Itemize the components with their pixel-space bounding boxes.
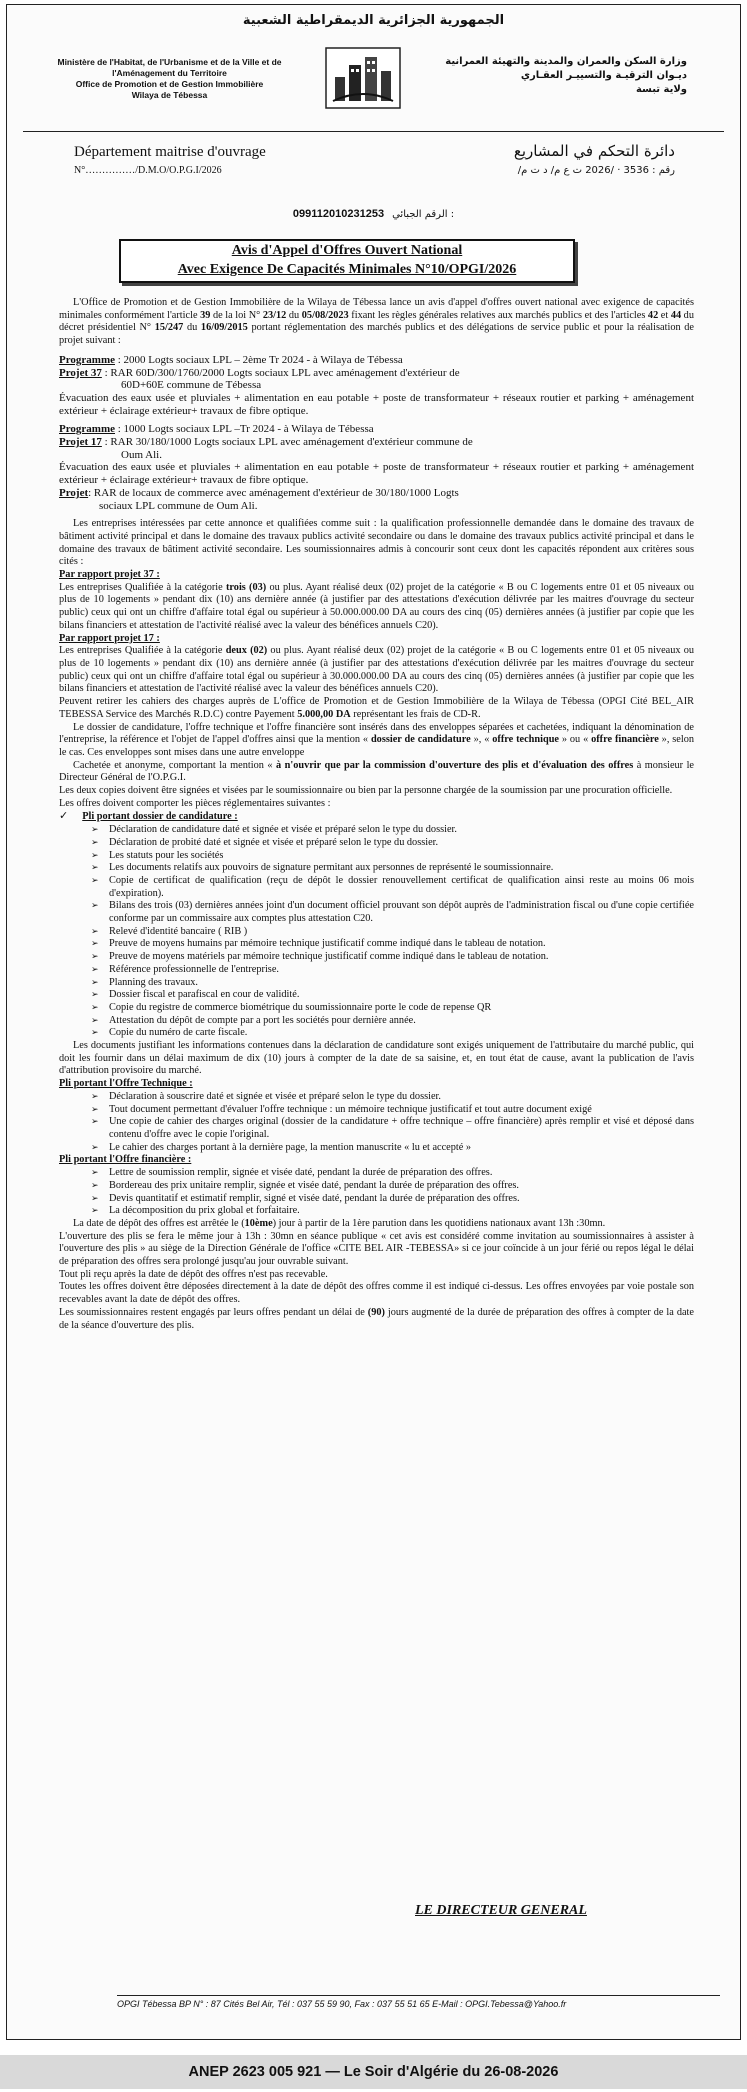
programme-1: Programme : 2000 Logts sociaux LPL – 2ème Tr 2024 - à Wilaya de Tébessa <box>59 353 403 366</box>
candidature-heading: ✓ Pli portant dossier de candidature : <box>59 809 238 823</box>
project-commerce-cont: sociaux LPL commune de Oum Ali. <box>99 499 258 512</box>
list-item: ➢ Tout document permettant d'évaluer l'offre technique : un mémoire technique justificatif et tout autre document exigé <box>89 1104 694 1117</box>
project-37-works: Évacuation des eaux usée et pluviales + alimentation en eau potable + poste de transformateur + réseaux routier et parking + aménagement extérieur + éclairage extérieur+ travaux de fibre optique. <box>59 391 694 417</box>
ministry-line-ar: ولاية تبسة <box>635 84 687 95</box>
list-item: ➢ Déclaration à souscrire daté et signée et visée et préparé selon le type du dossier. <box>89 1091 694 1104</box>
tax-id-number: 099112010231253 <box>292 208 385 220</box>
list-item: ➢ Copie du registre de commerce biométrique du soumissionnaire porte le code de repense QR <box>89 1002 694 1015</box>
list-item: ➢ Dossier fiscal et parafiscal en cour de validité. <box>89 989 694 1002</box>
list-item: ➢ Référence professionnelle de l'entreprise. <box>89 964 694 977</box>
list-item: ➢ Copie du numéro de carte fiscale. <box>89 1027 694 1040</box>
list-item: ➢ Copie de certificat de qualification (reçu de dépôt le dossier renouvellement certificat de qualification ainsi reste au moins 06 mois d'expiration). <box>89 875 694 900</box>
project-37-cont: 60D+60E commune de Tébessa <box>121 379 262 392</box>
footer-contact: OPGI Tébessa BP N° : 87 Cités Bel Air, Tél : 037 55 59 90, Fax : 037 55 51 65 E-Mail : OPGI.Tebessa@Yahoo.fr <box>117 1999 567 2009</box>
financial-offer-list <box>59 1167 694 1218</box>
ministry-block-fr <box>47 57 292 101</box>
project-commerce: Projet: RAR de locaux de commerce avec aménagement d'extérieur de 30/180/1000 Logts <box>59 486 459 499</box>
project-17: Projet 17 : RAR 30/180/1000 Logts sociaux LPL avec aménagement d'extérieur commune de <box>59 436 473 449</box>
deposit-paragraph: Toutes les offres doivent être déposées directement à la date de dépôt des offres comme il est indiqué ci-dessus. Les offres envoyées par voie postale son recevables avant la date de dépôt des offres. <box>59 1281 694 1306</box>
ministry-line: Ministère de l'Habitat, de l'Urbanisme et de la Ville et de <box>57 57 282 67</box>
project-17-works: Évacuation des eaux usée et pluviales + alimentation en eau potable + poste de transformateur + réseaux routier et parking + aménagement extérieur + éclairage extérieur+ travaux de fibre optique. <box>59 461 694 487</box>
criteria-17-label: Par rapport projet 17 : <box>59 632 160 644</box>
list-item: ➢ Bordereau des prix unitaire remplir, signée et visée daté, pendant la durée de préparation des offres. <box>89 1180 694 1193</box>
envelope-paragraph: Le dossier de candidature, l'offre technique et l'offre financière sont insérés dans des enveloppes séparées et cachetées, indiquant la dénomination de l'entreprise, la référence et l'objet de l'appel d'offres ainsi que la mention « dossier de candidature », « offre technique » ou « offre financière », selon le cas. Ces enveloppes sont mises dans une autre enveloppe <box>59 721 695 758</box>
criteria-37: Les entreprises Qualifiée à la catégorie trois (03) ou plus. Ayant réalisé deux (02) projet de la catégorie « B ou C logements entre 01 et 05 niveaux ou plus de 10 logements » pendant dix (10) ans dernière année (à justifier par des attestations d'exécution délivrée par les maitres d'ouvrage du secteur public) ceux qui ont un chiffre d'affaire total égal ou supérieur à 50.000.000.00 DA au cours des cinq (05) dernières années (à justifier par copie que les bilans financiers et attestation de l'activité réalisé avec la valeur des bénéfices annuels C20). <box>59 581 694 631</box>
reference-fr: N°……………/D.M.O/O.P.G.I/2026 <box>74 165 222 176</box>
pieces-paragraph: Les offres doivent comporter les pièces réglementaires suivantes : <box>59 797 331 809</box>
technical-offer-heading: Pli portant l'Offre Technique : <box>59 1078 193 1090</box>
footer-divider <box>117 1995 720 1996</box>
justification-paragraph: Les documents justifiant les informations contenues dans la déclaration de candidature sont exigés uniquement de l'attributaire du marché public, qui doit les fournir dans un délai maximum de dix (10) jours à compter de la date de sa saisine, et, en tout état de cause, avant la publication de l'avis d'attribution provisoire du marché. <box>59 1040 694 1077</box>
reference-ar: رقم : 3536 · /2026 ت ع م/ د ت م/ <box>517 165 675 176</box>
notice-title-line2: Avec Exigence De Capacités Minimales N°10/OPGI/2026 <box>177 262 517 277</box>
ministry-line: Office de Promotion et de Gestion Immobilière <box>75 79 264 89</box>
qualification-paragraph: Les entreprises intéressées par cette annonce et qualifiées comme suit : la qualification professionnelle demandée dans le domaine des travaux de bâtiment activité principal et dans le domaine des travaux publics activité secondaire ou dans le domaine des travaux publics activité principal et dans le domaine des travaux de bâtiment activité secondaire. Les soumissionnaires admis à concourir sont ceux dont les capacités répondent aux critères sous cités : <box>59 518 694 568</box>
list-item: ➢ Les documents relatifs aux pouvoirs de signature permitant aux personnes de représenté le soumissionnaire. <box>89 862 694 875</box>
criteria-17: Les entreprises Qualifiée à la catégorie deux (02) ou plus. Ayant réalisé deux (02) projet de la catégorie « B ou C logements entre 01 et 05 niveaux ou plus de 10 logements » pendant dix (10) ans dernière année (à justifier par des attestations d'exécution délivrée par les maitres d'ouvrage du secteur public) ceux qui ont un chiffre d'affaire total égal ou supérieur à 30.000.000.00 DA au cours des cinq (05) dernières années (à justifier par copie que les bilans financiers et attestation de l'activité réalisé avec la valeur des bénéfices annuels C20). <box>59 645 695 695</box>
deadline-paragraph: La date de dépôt des offres est arrêtée le (10ème) jour à partir de la 1ère parution dans les quotidiens nationaux avant 13h :30mn. <box>73 1217 606 1229</box>
late-paragraph: Tout pli reçu après la date de dépôt des offres n'est pas recevable. <box>59 1268 328 1280</box>
notice-page <box>6 4 741 2040</box>
ministry-line-ar: ديـوان الترقيـة والتسييـر العقـاري <box>520 70 687 81</box>
tax-id <box>7 208 740 220</box>
criteria-37-label: Par rapport projet 37 : <box>59 569 160 581</box>
list-item: ➢ Planning des travaux. <box>89 977 694 990</box>
validity-paragraph: Les soumissionnaires restent engagés par leurs offres pendant un délai de (90) jours augmenté de la durée de préparation des offres à compter de la date de la séance d'ouverture des plis. <box>59 1306 694 1331</box>
list-item: ➢ Bilans des trois (03) dernières années joint d'un document officiel prouvant son dépôt auprès de l'administration fiscal ou d'une copie certifiée conforme par un commissaire aux comptes plus attestation C20. <box>89 900 694 925</box>
anonymous-paragraph: Cachetée et anonyme, comportant la mention « à n'ouvrir que par la commission d'ouverture des plis et d'évaluation des offres à monsieur le Directeur Général de l'O.P.G.I. <box>59 759 695 784</box>
opgi-logo <box>325 47 401 109</box>
list-item: ➢ La décomposition du prix global et forfaitaire. <box>89 1205 694 1218</box>
project-17-cont: Oum Ali. <box>121 448 162 461</box>
header-divider <box>23 131 724 132</box>
intro-paragraph: L'Office de Promotion et de Gestion Immobilière de la Wilaya de Tébessa lance un avis d'appel d'offres ouvert national avec exigence de capacités minimales conformément l'article 39 de la loi N° 23/12 du 05/08/2023 fixant les règles générales relatives aux marchés publics et des l'articles 42 et 44 du décret présidentiel N° 15/247 du 16/09/2015 portant réglementation des marchés publics et des délégations de service public et pour la réalisation de projet suivant : <box>59 297 694 347</box>
ministry-block-ar <box>427 55 687 97</box>
list-item: ➢ Preuve de moyens humains par mémoire technique justificatif comme indiqué dans le tableau de notation. <box>89 938 694 951</box>
tax-id-label-ar: الرقم الجبائي : <box>392 209 455 220</box>
list-item: ➢ Preuve de moyens matériels par mémoire technique justificatif comme indiqué dans le tableau de notation. <box>89 951 694 964</box>
list-item: ➢ Les statuts pour les sociétés <box>89 850 694 863</box>
list-item: ➢ Le cahier des charges portant à la dernière page, la mention manuscrite « lu et accepté » <box>89 1142 694 1155</box>
candidature-list <box>59 824 694 1040</box>
list-item: ➢ Devis quantitatif et estimatif remplir, signé et visée daté, pendant la durée de préparation des offres. <box>89 1193 694 1206</box>
list-item: ➢ Déclaration de candidature daté et signée et visée et préparé selon le type du dossier. <box>89 824 694 837</box>
ministry-line: Wilaya de Tébessa <box>131 90 208 100</box>
ministry-line: l'Aménagement du Territoire <box>112 68 227 78</box>
financial-offer-heading: Pli portant l'Offre financière : <box>59 1154 192 1166</box>
cdc-paragraph: Peuvent retirer les cahiers des charges auprès de L'office de Promotion et de Gestion Immobilière de la Wilaya de Tébessa (OPGI Cité BEL_AIR TEBESSA Service des Marchés R.D.C) contre Payement 5.000,00 DA représentant les frais de CD-R. <box>59 696 694 720</box>
checkmark-icon: ✓ <box>59 809 69 823</box>
project-37: Projet 37 : RAR 60D/300/1760/2000 Logts sociaux LPL avec aménagement d'extérieur de <box>59 366 460 379</box>
ministry-line-ar: وزارة السكن والعمران والمدينة والتهيئة العمرانية <box>445 56 687 67</box>
notice-body <box>59 297 694 1332</box>
programme-2: Programme : 1000 Logts sociaux LPL –Tr 2024 - à Wilaya de Tébessa <box>59 423 374 436</box>
department-ar: دائرة التحكم في المشاريع <box>513 142 675 160</box>
technical-offer-list <box>59 1091 694 1155</box>
opening-paragraph: L'ouverture des plis se fera le même jour à 13h : 30mn en séance publique « cet avis est considéré comme invitation au soumissionnaires à assister à l'ouverture des plis » au siège de la Direction Générale de l'office «CITE BEL AIR -TEBESSA» si ce jour coïncide à un jour férié ou repos légal le délai de préparation des offres sera prolongé jusqu'au jour ouvrable suivant. <box>59 1230 694 1268</box>
copies-paragraph: Les deux copies doivent être signées et visées par le soumissionnaire ou bien par la personne chargée de la soumission par une procuration officielle. <box>59 785 673 797</box>
list-item: ➢ Lettre de soumission remplir, signée et visée daté, pendant la durée de préparation des offres. <box>89 1167 694 1180</box>
department-fr: Département maitrise d'ouvrage <box>74 144 266 160</box>
list-item: ➢ Relevé d'identité bancaire ( RIB ) <box>89 926 694 939</box>
list-item: ➢ Une copie de cahier des charges original (dossier de la candidature + offre technique – offre financière) après remplir et visé et déposé dans contenu d'offre avec le copie l'original. <box>89 1116 694 1141</box>
notice-title-line1: Avis d'Appel d'Offres Ouvert National <box>231 243 463 258</box>
notice-title-box <box>119 239 575 283</box>
signature: LE DIRECTEUR GENERAL <box>415 1903 587 1918</box>
publication-banner: ANEP 2623 005 921 — Le Soir d'Algérie du 26-08-2026 <box>0 2055 747 2089</box>
republic-title-ar: الجمهورية الجزائرية الديمقراطية الشعبية <box>242 13 505 28</box>
list-item: ➢ Déclaration de probité daté et signée et visée et préparé selon le type du dossier. <box>89 837 694 850</box>
list-item: ➢ Attestation du dépôt de compte par a port les sociétés pour dernière année. <box>89 1015 694 1028</box>
